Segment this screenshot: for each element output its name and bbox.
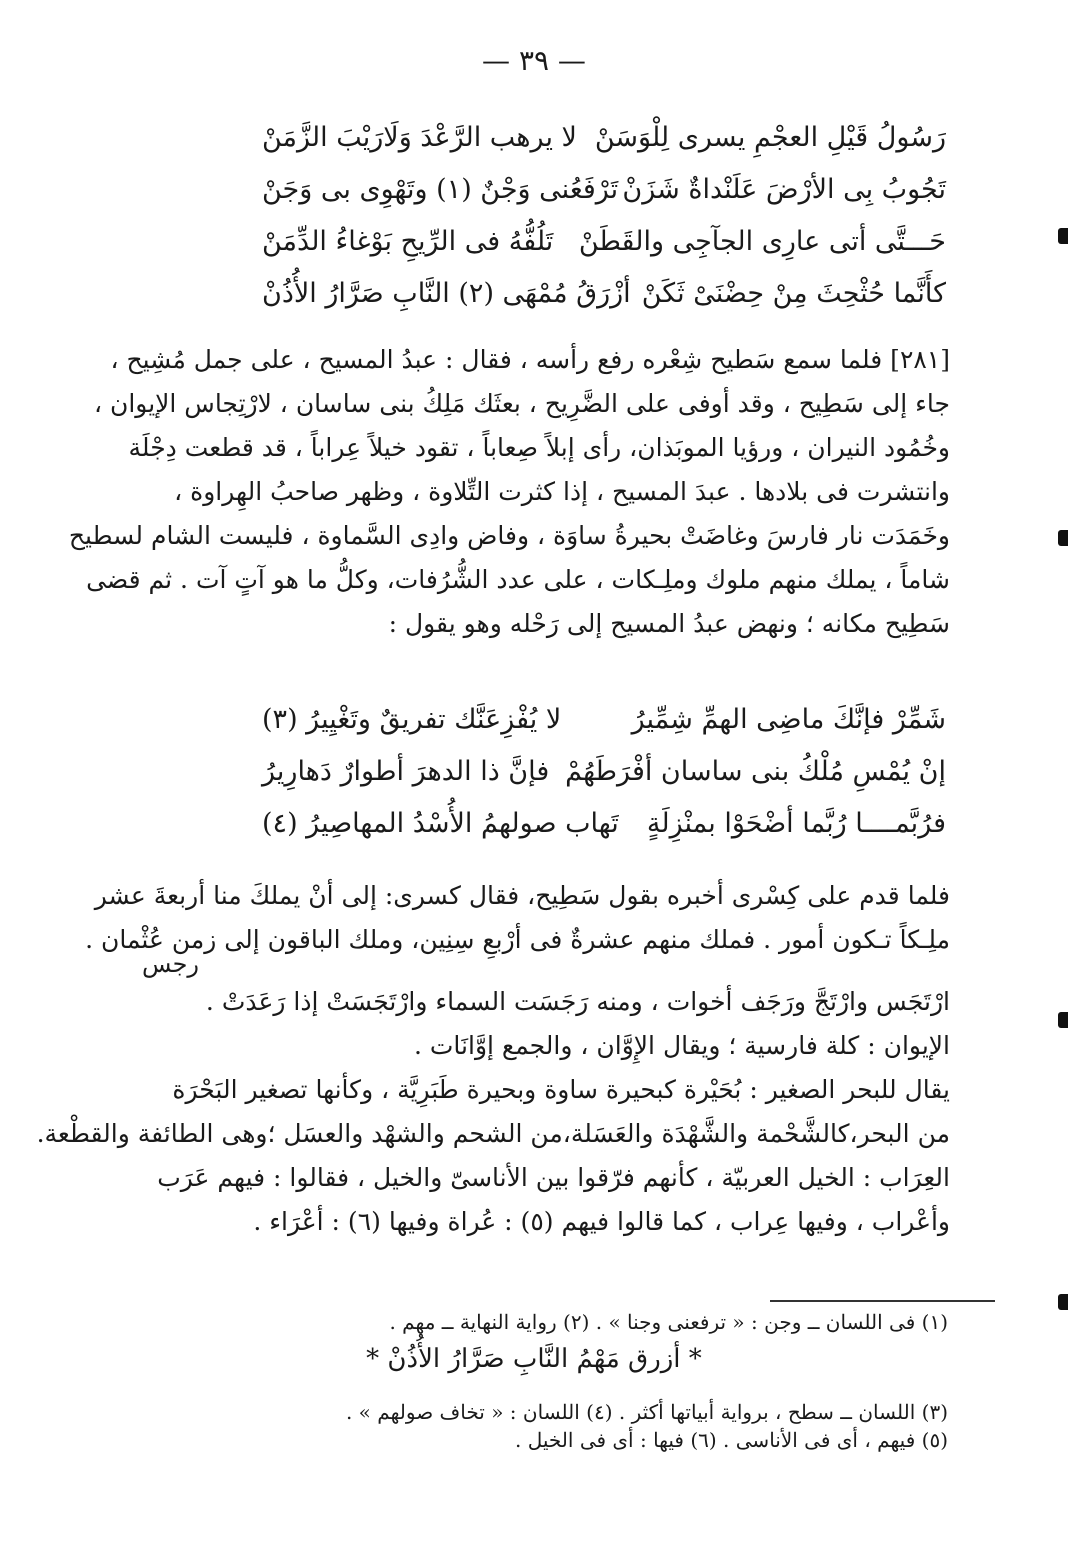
verse-line — [262, 700, 946, 752]
text-line: [٢٨١] فلما سمع سَطيح شِعْره رفع رأسه ، فقال : عبدُ المسيح ، على جمل مُشِيح ، — [110, 345, 950, 374]
verse-line — [262, 222, 946, 274]
verse-line — [262, 118, 946, 170]
text-line: فلما قدم على كِسْرى أخبره بقول سَطِيح، فقال كسرى: إلى أنْ يملكَ منا أربعةَ عشر — [94, 881, 950, 910]
glossary-block — [36, 980, 950, 1244]
poem-block-1 — [262, 118, 946, 326]
glossary-entry: وأعْراب ، وفيها عِراب ، كما قالوا فيهم (٥) : عُراة وفيها (٦) : أعْرَاء . — [253, 1207, 950, 1236]
footnote-line: (٥) فيهم ، أى فى الأناسى . (٦) فيها : أى فى الخيل . — [515, 1428, 948, 1452]
verse-line — [262, 274, 946, 326]
verse-hemistich-first: رَسُولُ قَيْلِ العجْمِ يسرى لِلْوَسَنْ — [594, 122, 946, 153]
verse-hemistich-second: فإنَّ ذا الدهرَ أطوارٌ دَهارِيرُ — [262, 756, 550, 787]
scan-edge-mark — [1058, 228, 1068, 244]
verse-hemistich-first: شَمِّرْ فإنَّكَ ماضِى الهمِّ شِمِّيرُ — [631, 704, 946, 735]
verse-hemistich-second: تَهاب صولهمُ الأُسْدُ المهاصِيرُ (٤) — [262, 808, 619, 839]
glossary-entry: يقال للبحر الصغير : بُحَيْرة كبحيرة ساوة وبحيرة طَبَرِيَّة ، وكأنها تصغير البَحْرَة — [172, 1075, 950, 1104]
text-line: وخُمُود النيران ، ورؤيا الموبَذان، رأى إبلاً صِعاباً ، تقود خيلاً عِراباً ، قد قطعت دِجْلَة — [128, 433, 950, 462]
poem-block-2 — [262, 700, 946, 856]
verse-line — [262, 804, 946, 856]
verse-hemistich-second: تَلُفُّهُ فى الرِّيحِ بَوْغاءُ الدِّمَنْ — [262, 226, 554, 257]
footnote-divider — [770, 1300, 995, 1302]
verse-hemistich-first: إنْ يُمْسِ مُلْكُ بنى ساسان أفْرَطَهُمْ — [565, 756, 946, 787]
verse-hemistich-first: كأَنَّما حُثْحِثَ مِنْ حِضْنَىْ ثَكَنْ — [641, 278, 946, 309]
prose-paragraph-1 — [68, 338, 950, 646]
glossary-entry: الإيوان : كلة فارسية ؛ ويقال الإِوَّان ، والجمع إوَّانَات . — [414, 1031, 950, 1060]
prose-paragraph-2 — [85, 874, 950, 962]
text-line: جاء إلى سَطِيح ، وقد أوفى على الضَّرِيح ، بعثَك مَلِكُ بنى ساسان ، لارْتِجاس الإيوان ، — [93, 389, 950, 418]
verse-hemistich-second: لا يُفْزِعَنَّك تفريقٌ وتَغْيِيرُ (٣) — [262, 704, 562, 735]
text-line: وخَمَدَت نار فارسَ وغاضَتْ بحيرةُ ساوَة ، وفاض وادِى السَّماوة ، فليست الشام لسطيح — [68, 521, 950, 550]
verse-line — [262, 752, 946, 804]
verse-line — [262, 170, 946, 222]
verse-hemistich-second: أزْرَقُ مُمْهَى (٢) النَّابِ صَرَّارُ الأُذُنْ — [262, 278, 631, 309]
footnote-verse: * أزرق مَهْمُ النَّابِ صَرَّارُ الأُذُنْ * — [366, 1344, 702, 1374]
scan-edge-mark — [1058, 1012, 1068, 1028]
verse-hemistich-second: تَرْفَعُنى وَجْنٌ (١) وتَهْوِى بى وَجَنْ — [262, 174, 619, 205]
footnote-line: (١) فى اللسان ــ وجن : « ترفعنى وجنا » . (٢) رواية النهاية ــ مهم . — [389, 1310, 948, 1334]
scan-edge-mark — [1058, 530, 1068, 546]
verse-hemistich-first: فرُبَّمــــا رُبَّما أضْحَوْا بمنْزِلَةٍ — [646, 808, 946, 839]
margin-note: رجس — [142, 950, 200, 978]
text-line: سَطِيح مكانه ؛ ونهض عبدُ المسيح إلى رَحْله وهو يقول : — [388, 609, 950, 638]
verse-hemistich-first: تَجُوبُ بِى الأرْضَ عَلَنْداةٌ شَزَنْ — [622, 174, 946, 205]
glossary-entry: من البحر،كالشَّحْمة والشَّهْدَة والعَسَلة،من الشحم والشهْد والعسَل ؛وهى الطائفة والقطْعة. — [36, 1119, 950, 1148]
text-line: ملِـكاً تـكون أمور . فملك منهم عشرةٌ فى أرْبعِ سِنِين، وملك الباقون إلى زمن عُثْمان . — [85, 925, 950, 954]
text-line: وانتشرت فى بلادها . عبدَ المسيح ، إذا كثرت التِّلاوة ، وظهر صاحبُ الهِراوة ، — [174, 477, 950, 506]
footnote-line: (٣) اللسان ــ سطح ، برواية أبياتها أكثر . (٤) اللسان : « تخاف صولهم » . — [345, 1400, 948, 1424]
page-number: — ٣٩ — — [482, 44, 586, 77]
verse-hemistich-second: لا يرهب الرَّعْدَ وَلَارَيْبَ الزَّمَنْ — [262, 122, 577, 153]
scan-edge-mark — [1058, 1294, 1068, 1310]
verse-hemistich-first: حَـــتَّى أتى عارِى الجآجِى والقَطَنْ — [578, 226, 946, 257]
text-line: شاماً ، يملك منهم ملوك وملِـكات ، على عدد الشُّرُفات، وكلُّ ما هو آتٍ آت . ثم قضى — [86, 565, 950, 594]
glossary-entry: العِرَاب : الخيل العربيّة ، كأنهم فرّقوا بين الأناسىّ والخيل ، فقالوا : فيهم عَرَب — [157, 1163, 950, 1192]
glossary-entry: ارْتَجَس وارْتَجَّ ورَجَف أخوات ، ومنه رَجَسَت السماء وارْتَجَسَتْ إذا رَعَدَتْ . — [205, 987, 950, 1016]
